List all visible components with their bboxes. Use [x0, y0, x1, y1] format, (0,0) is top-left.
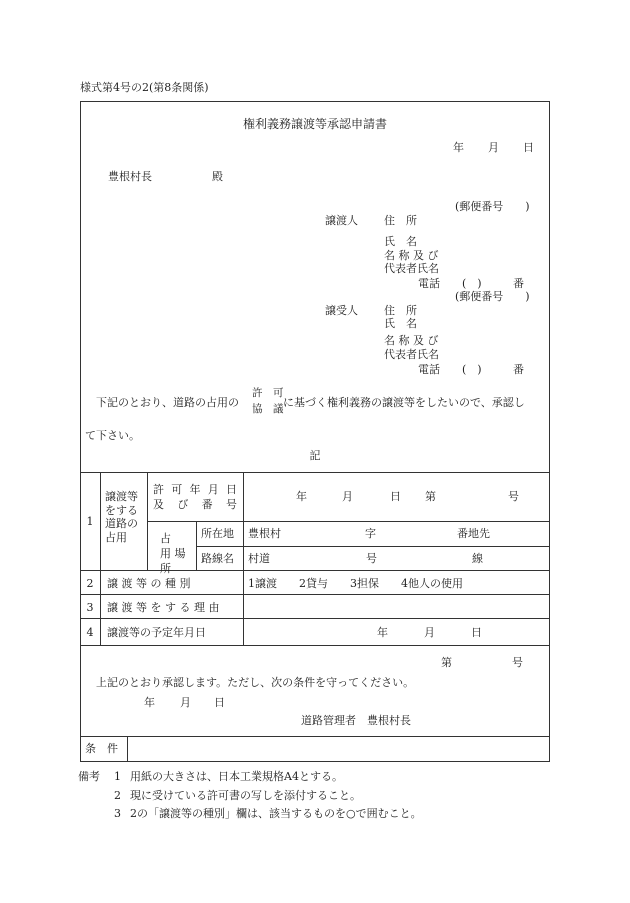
transferor-address-label: 住 所: [384, 214, 417, 227]
table-rule: [80, 570, 550, 571]
table-rule: [147, 521, 550, 522]
approval-text: 上記のとおり承認します。ただし、次の条件を守ってください。: [96, 676, 415, 689]
kyoka-option: 許 可: [252, 387, 284, 399]
transferee-address-label: 住 所: [384, 304, 417, 317]
note-text: 用紙の大きさは、日本工業規格A4とする。: [130, 770, 343, 783]
location-aza: 字: [365, 527, 376, 540]
transferor-tel-ban: 番: [513, 277, 524, 290]
note-number: 3: [114, 807, 121, 820]
postal-code-transferor: (郵便番号 ): [455, 200, 530, 213]
row2-number: 2: [86, 577, 94, 590]
approval-day: 日: [214, 696, 225, 709]
row4-number: 4: [86, 626, 94, 639]
ki-heading: 記: [309, 449, 321, 462]
transferee-name-label: 氏 名: [384, 317, 417, 330]
table-top-rule: [80, 472, 550, 473]
date-year: 年: [453, 141, 464, 154]
row1-number: 1: [86, 515, 94, 528]
notes-label: 備考: [78, 770, 100, 783]
transferee-corp-label: 名 称 及 び: [384, 334, 439, 347]
permit-label-line2: 及 び 番 号: [153, 498, 237, 511]
date-day: 日: [523, 141, 534, 154]
occupancy-place-label: 占 用 場 所: [160, 532, 197, 575]
row4-year: 年: [377, 626, 388, 639]
permit-day: 日: [390, 490, 401, 503]
note-text: 2の「譲渡等の種別」欄は、該当するものを○で囲むこと。: [130, 807, 422, 820]
permit-label-line1: 許 可 年 月 日: [153, 483, 237, 496]
table-col-rule: [147, 472, 148, 570]
body-text-line2: て下さい。: [85, 429, 140, 442]
table-rule: [80, 618, 550, 619]
location-village: 豊根村: [248, 527, 281, 540]
note-number: 1: [114, 770, 121, 783]
location-banchi: 番地先: [457, 527, 490, 540]
conditions-label: 条 件: [85, 742, 118, 755]
route-go: 号: [366, 552, 377, 565]
permit-dai: 第: [425, 490, 436, 503]
body-text-post: に基づく権利義務の譲渡等をしたいので、承認し: [283, 396, 525, 409]
conditions-col-rule: [127, 736, 128, 762]
transferee-tel-ban: 番: [513, 363, 524, 376]
form-title: 権利義務譲渡等承認申請書: [242, 117, 387, 131]
row4-day: 日: [471, 626, 482, 639]
transferee-tel-paren: ( ): [462, 363, 482, 376]
row4-month: 月: [424, 626, 435, 639]
row4-label: 譲渡等の予定年月日: [107, 626, 206, 639]
transferor-tel-label: 電話: [418, 277, 440, 290]
date-month: 月: [488, 141, 499, 154]
conditions-rule: [80, 736, 550, 737]
row2-label: 譲 渡 等 の 種 別: [107, 577, 191, 590]
transferor-rep-label: 代表者氏名: [384, 262, 439, 275]
route-type: 村道: [248, 552, 270, 565]
permit-go: 号: [508, 490, 519, 503]
note-number: 2: [114, 789, 121, 802]
table-col-rule: [100, 472, 101, 645]
transferor-corp-label: 名 称 及 び: [384, 249, 439, 262]
table-col-rule: [196, 521, 197, 570]
transferor-name-label: 氏 名: [384, 235, 417, 248]
kyogi-option: 協 議: [252, 403, 284, 415]
transferor-tel-paren: ( ): [462, 277, 482, 290]
permit-month: 月: [342, 490, 353, 503]
transferor-label: 譲渡人: [325, 214, 358, 227]
postal-code-transferee: (郵便番号 ): [455, 290, 530, 303]
table-col-rule: [243, 472, 244, 645]
transferee-rep-label: 代表者氏名: [384, 348, 439, 361]
honorific: 殿: [212, 170, 223, 183]
note-text: 現に受けている許可書の写しを添付すること。: [130, 789, 361, 802]
location-label: 所在地: [201, 527, 234, 540]
table-rule: [80, 645, 550, 646]
transfer-type-options: 1譲渡 2貸与 3担保 4他人の使用: [248, 577, 463, 590]
approval-go: 号: [512, 656, 523, 669]
approval-year: 年: [144, 696, 155, 709]
table-rule: [80, 594, 550, 595]
body-text-pre: 下記のとおり、道路の占用の: [96, 396, 239, 409]
form-id: 様式第4号の2(第8条関係): [80, 81, 209, 94]
row1-label: 譲渡等をする道路の占用: [105, 490, 138, 544]
approval-month: 月: [180, 696, 191, 709]
addressee: 豊根村長: [108, 170, 152, 183]
transferee-label: 譲受人: [325, 304, 358, 317]
permit-year: 年: [296, 490, 307, 503]
approval-dai: 第: [441, 656, 452, 669]
table-rule: [196, 546, 550, 547]
route-label: 路線名: [201, 552, 234, 565]
road-manager: 道路管理者 豊根村長: [301, 714, 411, 727]
row3-number: 3: [86, 601, 94, 614]
row3-label: 譲 渡 等 を す る 理 由: [107, 601, 220, 614]
transferee-tel-label: 電話: [418, 363, 440, 376]
route-sen: 線: [472, 552, 483, 565]
